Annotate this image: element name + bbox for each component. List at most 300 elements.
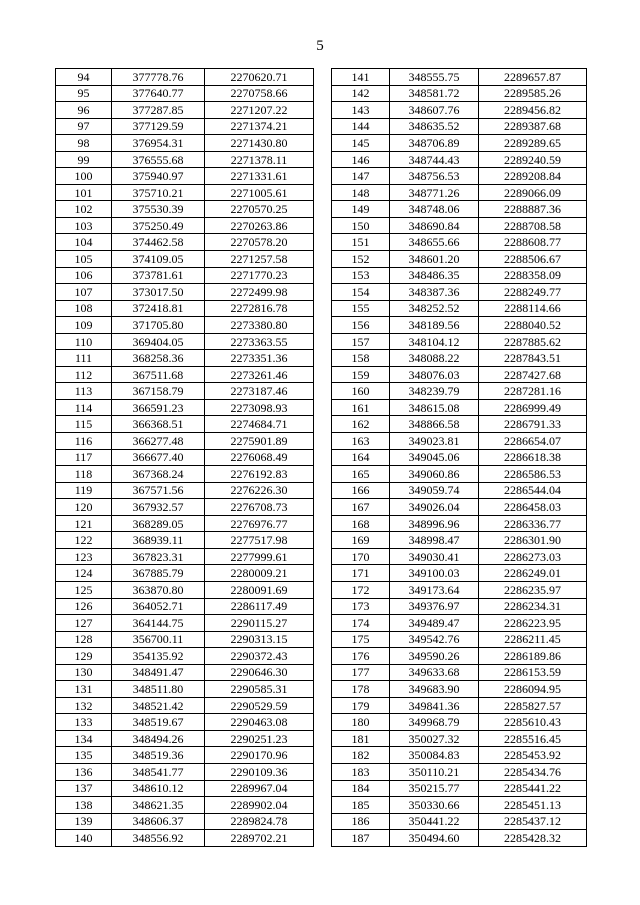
table-row (332, 234, 587, 251)
coordinates-table-left (55, 68, 314, 847)
point-number-cell: 165 (332, 466, 390, 483)
point-number-cell: 156 (332, 317, 390, 334)
point-number-cell: 180 (332, 714, 390, 731)
y-coordinate-cell: 2286336.77 (479, 515, 587, 532)
y-coordinate-cell: 2271005.61 (205, 184, 314, 201)
point-number-cell: 127 (56, 615, 112, 632)
x-coordinate-cell: 366677.40 (112, 449, 205, 466)
table-row (56, 648, 314, 665)
x-coordinate-cell: 349376.97 (390, 598, 479, 615)
table-row (56, 747, 314, 764)
point-number-cell: 150 (332, 217, 390, 234)
x-coordinate-cell: 349030.41 (390, 548, 479, 565)
y-coordinate-cell: 2273380.80 (205, 317, 314, 334)
x-coordinate-cell: 350494.60 (390, 830, 479, 847)
table-row (332, 350, 587, 367)
point-number-cell: 177 (332, 664, 390, 681)
y-coordinate-cell: 2285827.57 (479, 697, 587, 714)
y-coordinate-cell: 2270578.20 (205, 234, 314, 251)
table-row (56, 184, 314, 201)
x-coordinate-cell: 348556.92 (112, 830, 205, 847)
y-coordinate-cell: 2286618.38 (479, 449, 587, 466)
point-number-cell: 155 (332, 300, 390, 317)
table-row (56, 217, 314, 234)
y-coordinate-cell: 2289387.68 (479, 118, 587, 135)
table-row (56, 581, 314, 598)
y-coordinate-cell: 2290251.23 (205, 730, 314, 747)
point-number-cell: 176 (332, 648, 390, 665)
x-coordinate-cell: 349060.86 (390, 466, 479, 483)
table-row (56, 681, 314, 698)
x-coordinate-cell: 368258.36 (112, 350, 205, 367)
y-coordinate-cell: 2285453.92 (479, 747, 587, 764)
point-number-cell: 95 (56, 85, 112, 102)
y-coordinate-cell: 2286273.03 (479, 548, 587, 565)
y-coordinate-cell: 2286094.95 (479, 681, 587, 698)
y-coordinate-cell: 2290529.59 (205, 697, 314, 714)
x-coordinate-cell: 356700.11 (112, 631, 205, 648)
y-coordinate-cell: 2287885.62 (479, 333, 587, 350)
x-coordinate-cell: 367932.57 (112, 499, 205, 516)
point-number-cell: 154 (332, 284, 390, 301)
y-coordinate-cell: 2288358.09 (479, 267, 587, 284)
point-number-cell: 182 (332, 747, 390, 764)
point-number-cell: 162 (332, 416, 390, 433)
y-coordinate-cell: 2273363.55 (205, 333, 314, 350)
table-row (56, 449, 314, 466)
x-coordinate-cell: 348521.42 (112, 697, 205, 714)
point-number-cell: 140 (56, 830, 112, 847)
point-number-cell: 146 (332, 151, 390, 168)
point-number-cell: 99 (56, 151, 112, 168)
x-coordinate-cell: 348494.26 (112, 730, 205, 747)
x-coordinate-cell: 348610.12 (112, 780, 205, 797)
x-coordinate-cell: 363870.80 (112, 581, 205, 598)
x-coordinate-cell: 348748.06 (390, 201, 479, 218)
point-number-cell: 107 (56, 284, 112, 301)
y-coordinate-cell: 2270570.25 (205, 201, 314, 218)
point-number-cell: 183 (332, 763, 390, 780)
y-coordinate-cell: 2272499.98 (205, 284, 314, 301)
y-coordinate-cell: 2290115.27 (205, 615, 314, 632)
x-coordinate-cell: 369404.05 (112, 333, 205, 350)
point-number-cell: 174 (332, 615, 390, 632)
x-coordinate-cell: 349633.68 (390, 664, 479, 681)
point-number-cell: 106 (56, 267, 112, 284)
x-coordinate-cell: 367823.31 (112, 548, 205, 565)
y-coordinate-cell: 2286235.97 (479, 581, 587, 598)
x-coordinate-cell: 366368.51 (112, 416, 205, 433)
table-row (332, 548, 587, 565)
y-coordinate-cell: 2290313.15 (205, 631, 314, 648)
x-coordinate-cell: 373017.50 (112, 284, 205, 301)
table-row (56, 813, 314, 830)
y-coordinate-cell: 2271378.11 (205, 151, 314, 168)
x-coordinate-cell: 348519.36 (112, 747, 205, 764)
y-coordinate-cell: 2273187.46 (205, 383, 314, 400)
table-row (332, 449, 587, 466)
point-number-cell: 152 (332, 251, 390, 268)
x-coordinate-cell: 348511.80 (112, 681, 205, 698)
point-number-cell: 158 (332, 350, 390, 367)
y-coordinate-cell: 2290170.96 (205, 747, 314, 764)
table-row (56, 300, 314, 317)
point-number-cell: 124 (56, 565, 112, 582)
table-row (56, 598, 314, 615)
table-row (332, 69, 587, 86)
point-number-cell: 100 (56, 168, 112, 185)
x-coordinate-cell: 376954.31 (112, 135, 205, 152)
table-row (56, 499, 314, 516)
point-number-cell: 163 (332, 433, 390, 450)
point-number-cell: 166 (332, 482, 390, 499)
table-row (332, 515, 587, 532)
y-coordinate-cell: 2289456.82 (479, 102, 587, 119)
x-coordinate-cell: 375940.97 (112, 168, 205, 185)
point-number-cell: 101 (56, 184, 112, 201)
x-coordinate-cell: 349683.90 (390, 681, 479, 698)
y-coordinate-cell: 2274684.71 (205, 416, 314, 433)
table-row (332, 251, 587, 268)
table-row (56, 267, 314, 284)
point-number-cell: 111 (56, 350, 112, 367)
y-coordinate-cell: 2273098.93 (205, 399, 314, 416)
x-coordinate-cell: 348088.22 (390, 350, 479, 367)
point-number-cell: 123 (56, 548, 112, 565)
x-coordinate-cell: 350441.22 (390, 813, 479, 830)
table-row (332, 416, 587, 433)
table-row (332, 730, 587, 747)
y-coordinate-cell: 2271207.22 (205, 102, 314, 119)
table-row (56, 797, 314, 814)
y-coordinate-cell: 2285428.32 (479, 830, 587, 847)
y-coordinate-cell: 2287281.16 (479, 383, 587, 400)
y-coordinate-cell: 2276068.49 (205, 449, 314, 466)
table-row (56, 664, 314, 681)
point-number-cell: 159 (332, 366, 390, 383)
x-coordinate-cell: 348555.75 (390, 69, 479, 86)
table-row (56, 350, 314, 367)
point-number-cell: 168 (332, 515, 390, 532)
table-row (332, 813, 587, 830)
x-coordinate-cell: 367511.68 (112, 366, 205, 383)
x-coordinate-cell: 350110.21 (390, 763, 479, 780)
y-coordinate-cell: 2286234.31 (479, 598, 587, 615)
table-row (56, 399, 314, 416)
x-coordinate-cell: 349045.06 (390, 449, 479, 466)
table-row (56, 548, 314, 565)
table-row (56, 730, 314, 747)
table-row (56, 251, 314, 268)
point-number-cell: 164 (332, 449, 390, 466)
y-coordinate-cell: 2277999.61 (205, 548, 314, 565)
point-number-cell: 181 (332, 730, 390, 747)
x-coordinate-cell: 348491.47 (112, 664, 205, 681)
table-row (56, 433, 314, 450)
point-number-cell: 117 (56, 449, 112, 466)
y-coordinate-cell: 2286189.86 (479, 648, 587, 665)
table-row (56, 830, 314, 847)
table-row (56, 466, 314, 483)
y-coordinate-cell: 2271770.23 (205, 267, 314, 284)
table-row (56, 532, 314, 549)
point-number-cell: 136 (56, 763, 112, 780)
table-row (56, 366, 314, 383)
point-number-cell: 130 (56, 664, 112, 681)
table-row (332, 399, 587, 416)
point-number-cell: 114 (56, 399, 112, 416)
point-number-cell: 119 (56, 482, 112, 499)
table-row (56, 317, 314, 334)
x-coordinate-cell: 348866.58 (390, 416, 479, 433)
table-row (56, 135, 314, 152)
y-coordinate-cell: 2287427.68 (479, 366, 587, 383)
table-row (332, 664, 587, 681)
table-row (332, 135, 587, 152)
y-coordinate-cell: 2288887.36 (479, 201, 587, 218)
x-coordinate-cell: 354135.92 (112, 648, 205, 665)
y-coordinate-cell: 2271430.80 (205, 135, 314, 152)
x-coordinate-cell: 348252.52 (390, 300, 479, 317)
x-coordinate-cell: 348621.35 (112, 797, 205, 814)
table-row (56, 697, 314, 714)
x-coordinate-cell: 348486.35 (390, 267, 479, 284)
y-coordinate-cell: 2271374.21 (205, 118, 314, 135)
point-number-cell: 167 (332, 499, 390, 516)
y-coordinate-cell: 2276226.30 (205, 482, 314, 499)
table-row (332, 168, 587, 185)
x-coordinate-cell: 349590.26 (390, 648, 479, 665)
point-number-cell: 161 (332, 399, 390, 416)
point-number-cell: 98 (56, 135, 112, 152)
table-row (332, 631, 587, 648)
y-coordinate-cell: 2285451.13 (479, 797, 587, 814)
y-coordinate-cell: 2289902.04 (205, 797, 314, 814)
point-number-cell: 171 (332, 565, 390, 582)
y-coordinate-cell: 2289585.26 (479, 85, 587, 102)
table-row (56, 284, 314, 301)
y-coordinate-cell: 2280009.21 (205, 565, 314, 582)
y-coordinate-cell: 2289967.04 (205, 780, 314, 797)
point-number-cell: 94 (56, 69, 112, 86)
y-coordinate-cell: 2286211.45 (479, 631, 587, 648)
x-coordinate-cell: 366591.23 (112, 399, 205, 416)
y-coordinate-cell: 2290109.36 (205, 763, 314, 780)
x-coordinate-cell: 348635.52 (390, 118, 479, 135)
x-coordinate-cell: 349026.04 (390, 499, 479, 516)
x-coordinate-cell: 349542.76 (390, 631, 479, 648)
table-row (332, 433, 587, 450)
x-coordinate-cell: 374462.58 (112, 234, 205, 251)
x-coordinate-cell: 373781.61 (112, 267, 205, 284)
y-coordinate-cell: 2288708.58 (479, 217, 587, 234)
y-coordinate-cell: 2289289.65 (479, 135, 587, 152)
table-row (56, 515, 314, 532)
y-coordinate-cell: 2289657.87 (479, 69, 587, 86)
point-number-cell: 116 (56, 433, 112, 450)
x-coordinate-cell: 377129.59 (112, 118, 205, 135)
table-row (332, 565, 587, 582)
y-coordinate-cell: 2286654.07 (479, 433, 587, 450)
x-coordinate-cell: 376555.68 (112, 151, 205, 168)
table-row (56, 151, 314, 168)
point-number-cell: 186 (332, 813, 390, 830)
x-coordinate-cell: 349100.03 (390, 565, 479, 582)
table-row (332, 466, 587, 483)
table-row (332, 184, 587, 201)
y-coordinate-cell: 2290372.43 (205, 648, 314, 665)
x-coordinate-cell: 371705.80 (112, 317, 205, 334)
x-coordinate-cell: 348655.66 (390, 234, 479, 251)
x-coordinate-cell: 348104.12 (390, 333, 479, 350)
coordinates-table-right (331, 68, 587, 847)
y-coordinate-cell: 2280091.69 (205, 581, 314, 598)
x-coordinate-cell: 367368.24 (112, 466, 205, 483)
point-number-cell: 144 (332, 118, 390, 135)
y-coordinate-cell: 2288608.77 (479, 234, 587, 251)
table-row (56, 416, 314, 433)
y-coordinate-cell: 2286153.59 (479, 664, 587, 681)
point-number-cell: 157 (332, 333, 390, 350)
x-coordinate-cell: 348606.37 (112, 813, 205, 830)
y-coordinate-cell: 2286249.01 (479, 565, 587, 582)
x-coordinate-cell: 348744.43 (390, 151, 479, 168)
x-coordinate-cell: 348771.26 (390, 184, 479, 201)
point-number-cell: 125 (56, 581, 112, 598)
y-coordinate-cell: 2286301.90 (479, 532, 587, 549)
y-coordinate-cell: 2289066.09 (479, 184, 587, 201)
x-coordinate-cell: 349968.79 (390, 714, 479, 731)
point-number-cell: 179 (332, 697, 390, 714)
y-coordinate-cell: 2288040.52 (479, 317, 587, 334)
x-coordinate-cell: 348601.20 (390, 251, 479, 268)
y-coordinate-cell: 2273261.46 (205, 366, 314, 383)
point-number-cell: 135 (56, 747, 112, 764)
point-number-cell: 131 (56, 681, 112, 698)
table-row (56, 714, 314, 731)
table-row (56, 565, 314, 582)
x-coordinate-cell: 348706.89 (390, 135, 479, 152)
point-number-cell: 169 (332, 532, 390, 549)
point-number-cell: 103 (56, 217, 112, 234)
point-number-cell: 178 (332, 681, 390, 698)
table-row (56, 201, 314, 218)
table-row (332, 797, 587, 814)
point-number-cell: 170 (332, 548, 390, 565)
x-coordinate-cell: 349059.74 (390, 482, 479, 499)
x-coordinate-cell: 348690.84 (390, 217, 479, 234)
y-coordinate-cell: 2275901.89 (205, 433, 314, 450)
x-coordinate-cell: 368939.11 (112, 532, 205, 549)
table-row (332, 681, 587, 698)
point-number-cell: 121 (56, 515, 112, 532)
x-coordinate-cell: 374109.05 (112, 251, 205, 268)
y-coordinate-cell: 2276192.83 (205, 466, 314, 483)
y-coordinate-cell: 2286223.95 (479, 615, 587, 632)
x-coordinate-cell: 348756.53 (390, 168, 479, 185)
point-number-cell: 112 (56, 366, 112, 383)
x-coordinate-cell: 377640.77 (112, 85, 205, 102)
x-coordinate-cell: 364144.75 (112, 615, 205, 632)
y-coordinate-cell: 2290463.08 (205, 714, 314, 731)
point-number-cell: 137 (56, 780, 112, 797)
table-row (332, 532, 587, 549)
table-row (332, 648, 587, 665)
y-coordinate-cell: 2286117.49 (205, 598, 314, 615)
table-row (332, 201, 587, 218)
point-number-cell: 104 (56, 234, 112, 251)
x-coordinate-cell: 377287.85 (112, 102, 205, 119)
x-coordinate-cell: 350330.66 (390, 797, 479, 814)
x-coordinate-cell: 348615.08 (390, 399, 479, 416)
x-coordinate-cell: 375250.49 (112, 217, 205, 234)
table-row (332, 102, 587, 119)
point-number-cell: 151 (332, 234, 390, 251)
y-coordinate-cell: 2285434.76 (479, 763, 587, 780)
point-number-cell: 129 (56, 648, 112, 665)
table-row (332, 615, 587, 632)
point-number-cell: 97 (56, 118, 112, 135)
y-coordinate-cell: 2272816.78 (205, 300, 314, 317)
table-row (56, 780, 314, 797)
x-coordinate-cell: 348581.72 (390, 85, 479, 102)
table-row (332, 830, 587, 847)
y-coordinate-cell: 2271257.58 (205, 251, 314, 268)
point-number-cell: 110 (56, 333, 112, 350)
x-coordinate-cell: 367571.56 (112, 482, 205, 499)
point-number-cell: 109 (56, 317, 112, 334)
point-number-cell: 113 (56, 383, 112, 400)
x-coordinate-cell: 348519.67 (112, 714, 205, 731)
point-number-cell: 141 (332, 69, 390, 86)
point-number-cell: 108 (56, 300, 112, 317)
x-coordinate-cell: 368289.05 (112, 515, 205, 532)
y-coordinate-cell: 2288249.77 (479, 284, 587, 301)
y-coordinate-cell: 2290646.30 (205, 664, 314, 681)
x-coordinate-cell: 348541.77 (112, 763, 205, 780)
table-row (332, 598, 587, 615)
table-row (332, 85, 587, 102)
x-coordinate-cell: 367885.79 (112, 565, 205, 582)
point-number-cell: 173 (332, 598, 390, 615)
x-coordinate-cell: 375710.21 (112, 184, 205, 201)
x-coordinate-cell: 364052.71 (112, 598, 205, 615)
y-coordinate-cell: 2286544.04 (479, 482, 587, 499)
y-coordinate-cell: 2290585.31 (205, 681, 314, 698)
point-number-cell: 153 (332, 267, 390, 284)
table-row (332, 482, 587, 499)
y-coordinate-cell: 2286458.03 (479, 499, 587, 516)
x-coordinate-cell: 348239.79 (390, 383, 479, 400)
table-row (56, 69, 314, 86)
y-coordinate-cell: 2289240.59 (479, 151, 587, 168)
x-coordinate-cell: 349489.47 (390, 615, 479, 632)
x-coordinate-cell: 349173.64 (390, 581, 479, 598)
y-coordinate-cell: 2285437.12 (479, 813, 587, 830)
table-row (332, 317, 587, 334)
table-row (332, 581, 587, 598)
point-number-cell: 132 (56, 697, 112, 714)
x-coordinate-cell: 349841.36 (390, 697, 479, 714)
point-number-cell: 102 (56, 201, 112, 218)
table-row (56, 383, 314, 400)
table-row (56, 333, 314, 350)
point-number-cell: 172 (332, 581, 390, 598)
point-number-cell: 139 (56, 813, 112, 830)
x-coordinate-cell: 372418.81 (112, 300, 205, 317)
y-coordinate-cell: 2270758.66 (205, 85, 314, 102)
y-coordinate-cell: 2277517.98 (205, 532, 314, 549)
